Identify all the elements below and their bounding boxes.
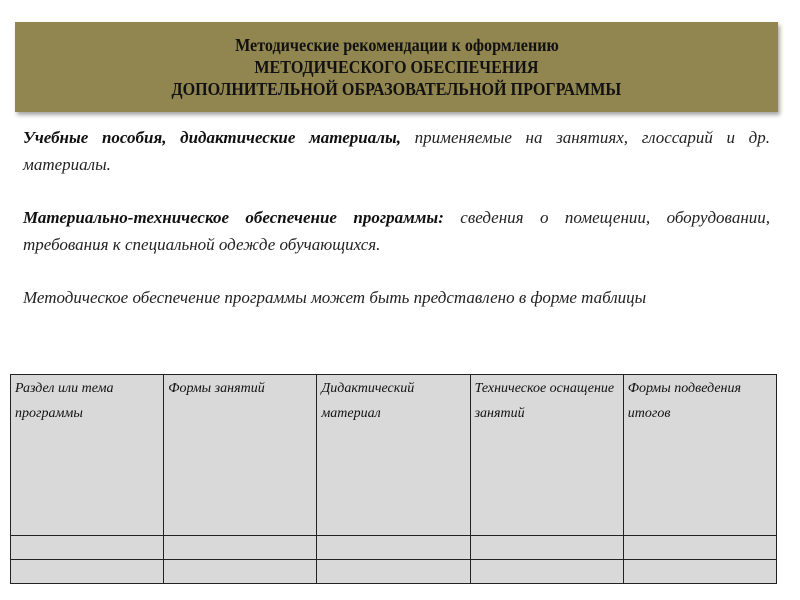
paragraph-text: применяемые на занятиях, глоссарий и др. материалы. xyxy=(23,128,770,174)
table-row xyxy=(11,560,777,584)
table-cell xyxy=(164,560,317,584)
paragraph-heading: Учебные пособия, дидактические материалы, xyxy=(23,128,401,147)
paragraph-heading: Материально-техническое обеспечение программы: xyxy=(23,208,444,227)
paragraph-materials xyxy=(23,125,770,178)
table-header-row xyxy=(11,375,777,536)
table-row xyxy=(11,536,777,560)
table-cell xyxy=(11,560,164,584)
title-line-1: Методические рекомендации к оформлению xyxy=(234,35,559,55)
paragraph-table-note xyxy=(23,285,770,312)
paragraph-equipment xyxy=(23,205,770,258)
header-cell: Дидактический материал xyxy=(317,375,470,536)
table-cell xyxy=(623,560,776,584)
paragraph-text: сведения о помещении, оборудовании, требования к специальной одежде обучающихся. xyxy=(23,208,771,254)
methodical-table xyxy=(10,374,777,584)
table-cell xyxy=(11,536,164,560)
header-cell: Формы подведения итогов xyxy=(623,375,776,536)
paragraph-text: Методическое обеспечение программы может быть представлено в форме таблицы xyxy=(23,288,647,307)
body-text xyxy=(23,125,770,339)
header-cell: Техническое оснащение занятий xyxy=(470,375,623,536)
table-cell xyxy=(470,560,623,584)
header-cell: Формы занятий xyxy=(164,375,317,536)
table-cell xyxy=(470,536,623,560)
header-cell: Раздел или тема программы xyxy=(11,375,164,536)
table-cell xyxy=(317,560,470,584)
title-line-3: ДОПОЛНИТЕЛЬНОЙ ОБРАЗОВАТЕЛЬНОЙ ПРОГРАММЫ xyxy=(171,79,622,99)
table-cell xyxy=(317,536,470,560)
table-cell xyxy=(164,536,317,560)
table-cell xyxy=(623,536,776,560)
title-banner xyxy=(15,22,778,112)
title-line-2: МЕТОДИЧЕСКОГО ОБЕСПЕЧЕНИЯ xyxy=(254,57,539,77)
